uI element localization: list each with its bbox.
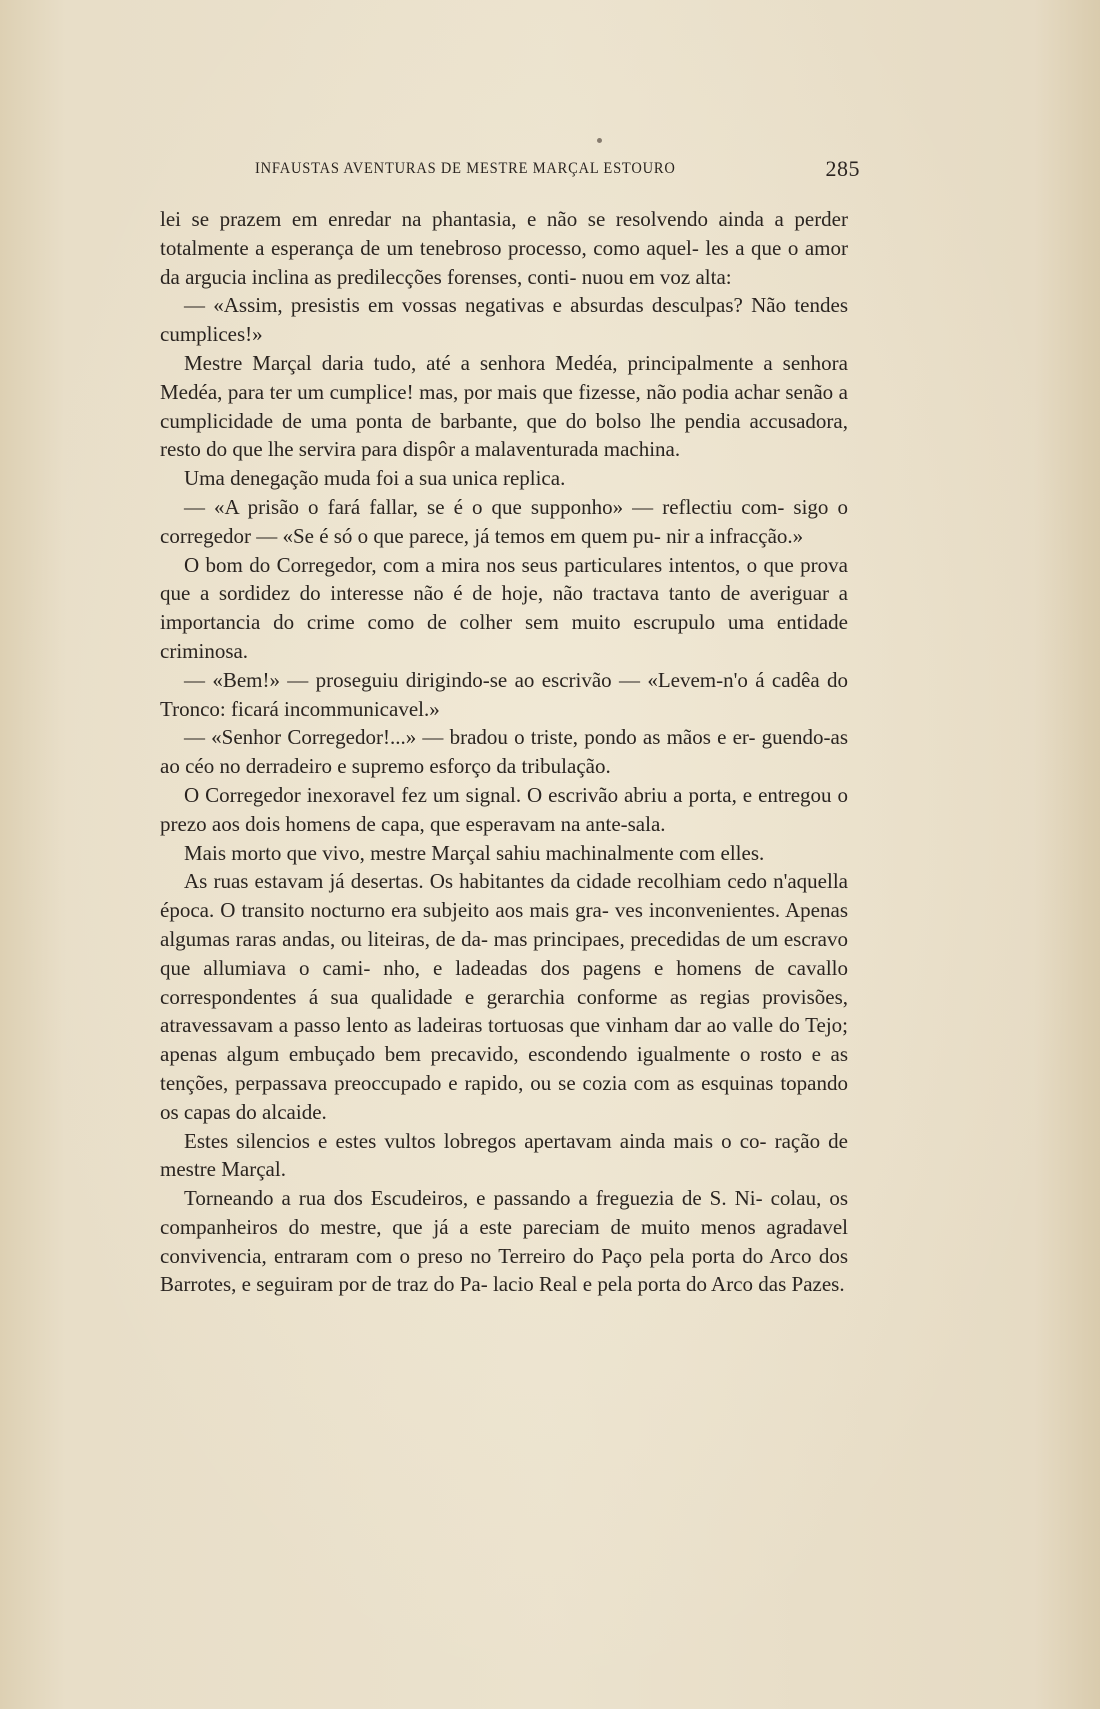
running-head [160, 156, 860, 184]
ink-speck [597, 138, 602, 143]
paragraph: O bom do Corregedor, com a mira nos seus particulares intentos, o que prova que a sordidez do interesse não é de hoje, não tractava tanto de averiguar a importancia do crime como de colher sem muito escrupulo uma entidade criminosa. [160, 552, 848, 663]
paragraph: As ruas estavam já desertas. Os habitantes da cidade recolhiam cedo n'aquella época. O transito nocturno era subjeito aos mais gra- ves inconvenientes. Apenas algumas raras andas, ou liteiras, de da- mas principaes, precedidas de um escravo que allumiava o cami- nho, e ladeadas dos pagens e homens de cavallo correspondentes á sua qualidade e gerarchia conforme as regias provisões, atravessavam a passo lento as ladeiras tortuosas que vinham dar ao valle do Tejo; apenas algum embuçado bem precavido, escondendo igualmente o rosto e as tenções, perpassava preoccupado e rapido, ou se cozia com as esquinas topando os capas do alcaide. [160, 869, 848, 1124]
paragraph: Torneando a rua dos Escudeiros, e passando a freguezia de S. Ni- colau, os companheiros do mestre, que já a este pareciam de muito menos agradavel convivencia, entraram com o preso no Terreiro do Paço pela porta do Arco dos Barrotes, e seguiram por de traz do Pa- lacio Real e pela porta do Arco das Pazes. [160, 1186, 848, 1297]
page-number: 285 [825, 156, 860, 181]
paragraph: — «Senhor Corregedor!...» — bradou o triste, pondo as mãos e er- guendo-as ao céo no derradeiro e supremo esforço da tribulação. [160, 725, 848, 779]
running-title: INFAUSTAS AVENTURAS DE MESTRE MARÇAL ESTOURO [255, 160, 676, 178]
paragraph: Mais morto que vivo, mestre Marçal sahiu machinalmente com elles. [184, 840, 765, 865]
paragraph: O Corregedor inexoravel fez um signal. O escrivão abriu a porta, e entregou o prezo aos dois homens de capa, que esperavam na ante-sala. [160, 782, 848, 836]
paragraph: Estes silencios e estes vultos lobregos apertavam ainda mais o co- ração de mestre Marçal. [160, 1128, 848, 1182]
paragraph: Uma denegação muda foi a sua unica replica. [184, 466, 566, 491]
paragraph: — «Assim, presistis em vossas negativas e absurdas desculpas? Não tendes cumplices!» [160, 293, 848, 347]
paragraph: Mestre Marçal daria tudo, até a senhora Medéa, principalmente a senhora Medéa, para ter um cumplice! mas, por mais que fizesse, não podia achar senão a cumplicidade de uma ponta de barbante, que do bolso lhe pendia accusadora, resto do que lhe servira para dispôr a malaventurada machina. [160, 350, 848, 462]
paragraph: lei se prazem em enredar na phantasia, e não se resolvendo ainda a perder totalmente a esperança de um tenebroso processo, como aquel- les a que o amor da argucia inclina as predilecções forenses, conti- nuou em voz alta: [160, 207, 848, 289]
paragraph: — «Bem!» — proseguiu dirigindo-se ao escrivão — «Levem-n'o á cadêa do Tronco: ficará incommunicavel.» [160, 667, 848, 721]
paragraph: — «A prisão o fará fallar, se é o que supponho» — reflectiu com- sigo o corregedor — «Se é só o que parece, já temos em quem pu- nir a infracção.» [160, 494, 848, 548]
body-text [160, 205, 848, 1299]
